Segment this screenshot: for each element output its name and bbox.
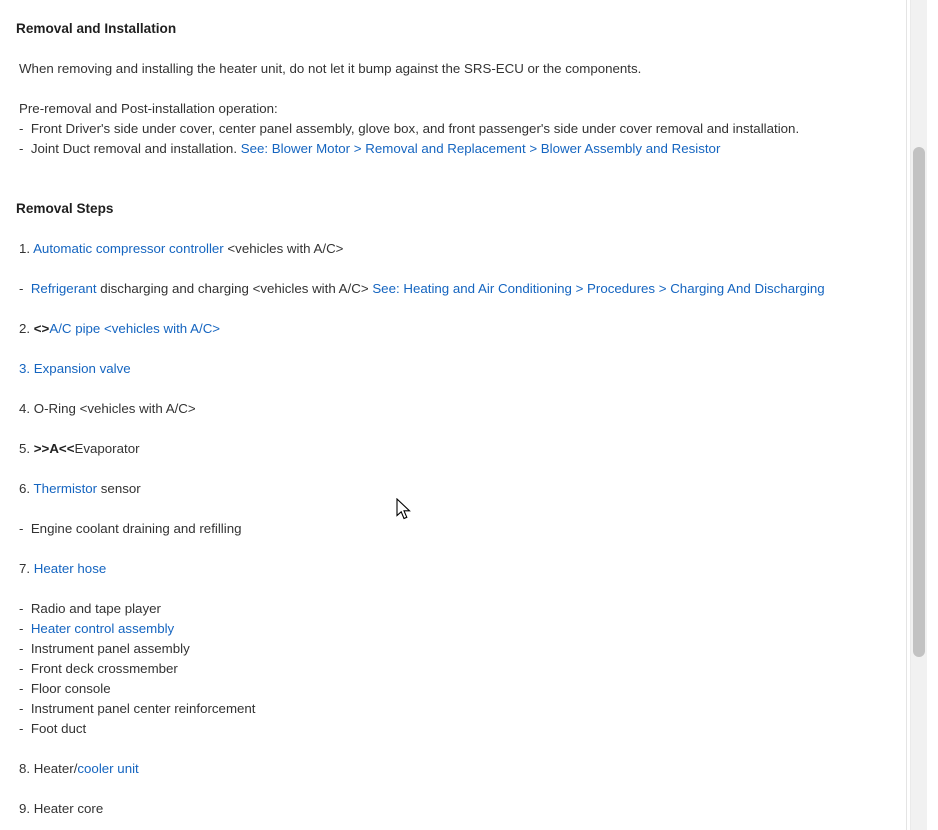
coolant-note: - Engine coolant draining and refilling <box>19 521 242 536</box>
pre-post-item-2 <box>16 139 906 159</box>
link-heater-hose[interactable]: Heater hose <box>33 561 107 576</box>
step-4: 4. O-Ring <vehicles with A/C> <box>19 401 196 416</box>
step-1 <box>16 239 906 259</box>
sub-item-floor-console: - Floor console <box>19 681 111 696</box>
step-3 <box>16 359 906 379</box>
link-thermistor[interactable]: Thermistor <box>33 481 98 496</box>
sub-item-foot-duct: - Foot duct <box>19 721 87 736</box>
step-7-number: 7. <box>19 561 34 576</box>
step-7 <box>16 559 906 579</box>
step-1-suffix: <vehicles with A/C> <box>223 241 344 256</box>
pre-post-heading: Pre-removal and Post-installation operation: <box>19 101 278 116</box>
refrigerant-note-text: discharging and charging <vehicles with A/C> <box>96 281 373 296</box>
step-2 <box>16 319 906 339</box>
link-charging-and-discharging[interactable]: See: Heating and Air Conditioning > Procedures > Charging And Discharging <box>372 281 825 296</box>
step-2-number: 2. <box>19 321 34 336</box>
link-refrigerant[interactable]: Refrigerant <box>30 281 97 296</box>
sub-item-front-deck: - Front deck crossmember <box>19 661 178 676</box>
sub-item-heater-control-dash: - <box>19 621 31 636</box>
link-blower-assembly-and-resistor[interactable]: See: Blower Motor > Removal and Replacement > Blower Assembly and Resistor <box>240 141 721 156</box>
sub-item-heater-control <box>16 619 906 639</box>
intro-paragraph: When removing and installing the heater unit, do not let it bump against the SRS-ECU or the components. <box>19 61 642 76</box>
step-8 <box>16 759 906 779</box>
link-ac-pipe[interactable]: A/C pipe <vehicles with A/C> <box>49 321 221 336</box>
step-6 <box>16 479 906 499</box>
step-6-suffix: sensor <box>97 481 141 496</box>
scrollbar-thumb[interactable] <box>913 147 925 657</box>
step-6-number: 6. <box>19 481 34 496</box>
sub-item-instrument-panel: - Instrument panel assembly <box>19 641 190 656</box>
step-9: 9. Heater core <box>19 801 104 816</box>
link-heater-control-assembly[interactable]: Heater control assembly <box>30 621 175 636</box>
removal-steps-title: Removal Steps <box>16 201 114 216</box>
sub-item-radio: - Radio and tape player <box>19 601 161 616</box>
link-automatic-compressor-controller[interactable]: Automatic compressor controller <box>33 241 224 256</box>
refrigerant-note <box>16 279 906 299</box>
step-5-text: Evaporator <box>74 441 140 456</box>
step-2-marker: <> <box>33 321 50 336</box>
step-5 <box>16 439 906 459</box>
sub-items-block <box>16 599 906 739</box>
step-1-number: 1. <box>19 241 34 256</box>
step-8-text: 8. Heater/ <box>19 761 78 776</box>
section-title: Removal and Installation <box>16 21 177 36</box>
pre-post-item-1: - Front Driver's side under cover, center panel assembly, glove box, and front passenger's side under cover removal and installation. <box>19 121 800 136</box>
pre-post-block <box>16 99 906 159</box>
link-cooler-unit[interactable]: cooler unit <box>77 761 139 776</box>
scrollbar[interactable] <box>910 0 927 830</box>
link-expansion-valve[interactable]: 3. Expansion valve <box>19 361 131 376</box>
refrigerant-note-dash: - <box>19 281 31 296</box>
step-5-marker: >>A<< <box>33 441 75 456</box>
step-5-number: 5. <box>19 441 34 456</box>
pre-post-item-2-text: - Joint Duct removal and installation. <box>19 141 241 156</box>
sub-item-center-reinforcement: - Instrument panel center reinforcement <box>19 701 256 716</box>
